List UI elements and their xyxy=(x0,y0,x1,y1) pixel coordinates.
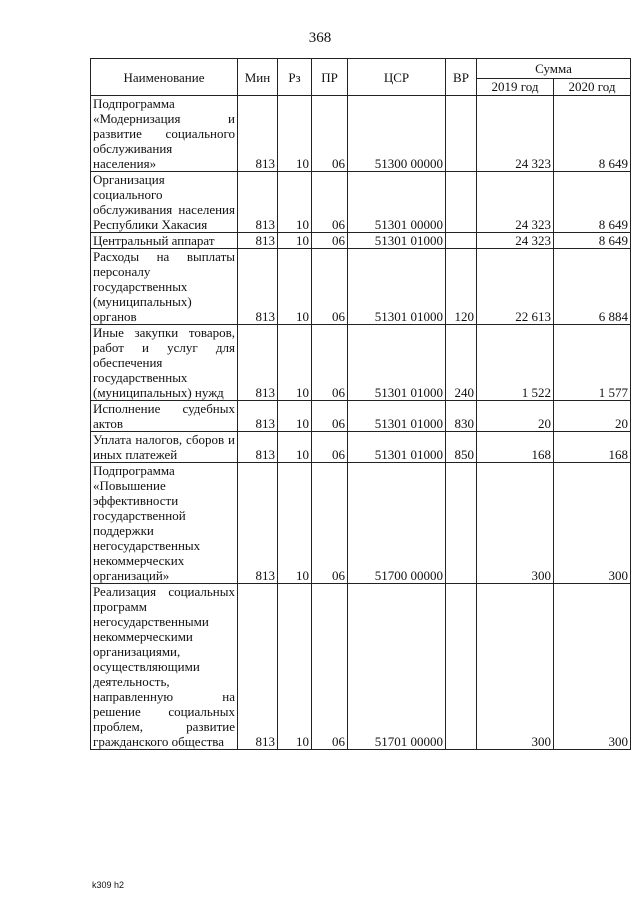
cell-rz: 10 xyxy=(278,233,312,249)
cell-vr xyxy=(446,96,477,172)
cell-min: 813 xyxy=(238,432,278,463)
header-vr: ВР xyxy=(446,59,477,96)
page-number: 368 xyxy=(308,30,332,46)
cell-name: Подпрограмма «Модернизация и развитие социального обслуживания населения» xyxy=(91,96,238,172)
cell-min: 813 xyxy=(238,401,278,432)
header-pr: ПР xyxy=(312,59,348,96)
header-min: Мин xyxy=(238,59,278,96)
cell-2020: 8 649 xyxy=(554,233,631,249)
cell-csr: 51301 01000 xyxy=(348,401,446,432)
cell-min: 813 xyxy=(238,325,278,401)
cell-2019: 24 323 xyxy=(477,233,554,249)
footer-code: k309 h2 xyxy=(92,880,125,890)
header-csr: ЦСР xyxy=(348,59,446,96)
cell-min: 813 xyxy=(238,233,278,249)
cell-name: Расходы на выплаты персоналу государственных (муниципальных) органов xyxy=(91,249,238,325)
cell-vr xyxy=(446,584,477,750)
cell-name: Уплата налогов, сборов и иных платежей xyxy=(91,432,238,463)
cell-min: 813 xyxy=(238,584,278,750)
cell-min: 813 xyxy=(238,249,278,325)
header-sum: Сумма xyxy=(477,59,631,79)
header-year-2019: 2019 год xyxy=(477,78,554,95)
table-row xyxy=(91,172,631,233)
cell-csr: 51300 00000 xyxy=(348,96,446,172)
budget-table xyxy=(90,58,631,750)
cell-min: 813 xyxy=(238,96,278,172)
cell-csr: 51701 00000 xyxy=(348,584,446,750)
cell-csr: 51301 01000 xyxy=(348,325,446,401)
cell-2020: 6 884 xyxy=(554,249,631,325)
cell-name: Организация социального обслуживания населения Республики Хакасия xyxy=(91,172,238,233)
cell-pr: 06 xyxy=(312,463,348,584)
cell-pr: 06 xyxy=(312,325,348,401)
cell-csr: 51301 00000 xyxy=(348,172,446,233)
cell-rz: 10 xyxy=(278,249,312,325)
cell-rz: 10 xyxy=(278,325,312,401)
header-year-2020: 2020 год xyxy=(554,78,631,95)
cell-2019: 24 323 xyxy=(477,96,554,172)
cell-2020: 8 649 xyxy=(554,172,631,233)
header-rz: Рз xyxy=(278,59,312,96)
table-row xyxy=(91,96,631,172)
cell-rz: 10 xyxy=(278,463,312,584)
cell-name: Исполнение судебных актов xyxy=(91,401,238,432)
table-row xyxy=(91,401,631,432)
cell-pr: 06 xyxy=(312,401,348,432)
cell-2020: 300 xyxy=(554,584,631,750)
header-name: Наименование xyxy=(91,59,238,96)
cell-rz: 10 xyxy=(278,401,312,432)
cell-rz: 10 xyxy=(278,432,312,463)
cell-name: Реализация социальных программ негосударственными некоммерческими организациями, осуществляющими деятельность, направленную на решение социальных проблем, развитие гражданского общества xyxy=(91,584,238,750)
cell-vr: 120 xyxy=(446,249,477,325)
cell-rz: 10 xyxy=(278,96,312,172)
cell-pr: 06 xyxy=(312,172,348,233)
cell-pr: 06 xyxy=(312,432,348,463)
cell-pr: 06 xyxy=(312,96,348,172)
cell-vr: 830 xyxy=(446,401,477,432)
cell-2019: 24 323 xyxy=(477,172,554,233)
cell-2019: 300 xyxy=(477,463,554,584)
cell-2020: 300 xyxy=(554,463,631,584)
cell-2020: 20 xyxy=(554,401,631,432)
cell-csr: 51301 01000 xyxy=(348,432,446,463)
cell-rz: 10 xyxy=(278,584,312,750)
cell-name: Иные закупки товаров, работ и услуг для обеспечения государственных (муниципальных) нужд xyxy=(91,325,238,401)
cell-2019: 22 613 xyxy=(477,249,554,325)
cell-2019: 168 xyxy=(477,432,554,463)
cell-vr xyxy=(446,172,477,233)
cell-vr xyxy=(446,463,477,584)
cell-vr: 240 xyxy=(446,325,477,401)
cell-name: Подпрограмма «Повышение эффективности государственной поддержки негосударственных некоммерческих организаций» xyxy=(91,463,238,584)
table-row xyxy=(91,584,631,750)
cell-vr: 850 xyxy=(446,432,477,463)
table-row xyxy=(91,233,631,249)
cell-csr: 51301 01000 xyxy=(348,233,446,249)
cell-name: Центральный аппарат xyxy=(91,233,238,249)
table-row xyxy=(91,432,631,463)
cell-2020: 1 577 xyxy=(554,325,631,401)
cell-2019: 300 xyxy=(477,584,554,750)
cell-min: 813 xyxy=(238,463,278,584)
table-row xyxy=(91,325,631,401)
cell-2019: 1 522 xyxy=(477,325,554,401)
table-row xyxy=(91,463,631,584)
cell-2019: 20 xyxy=(477,401,554,432)
table-body xyxy=(91,96,631,750)
cell-vr xyxy=(446,233,477,249)
cell-rz: 10 xyxy=(278,172,312,233)
cell-csr: 51301 01000 xyxy=(348,249,446,325)
cell-min: 813 xyxy=(238,172,278,233)
cell-pr: 06 xyxy=(312,249,348,325)
cell-csr: 51700 00000 xyxy=(348,463,446,584)
cell-2020: 8 649 xyxy=(554,96,631,172)
cell-pr: 06 xyxy=(312,233,348,249)
table-row xyxy=(91,249,631,325)
cell-pr: 06 xyxy=(312,584,348,750)
cell-2020: 168 xyxy=(554,432,631,463)
